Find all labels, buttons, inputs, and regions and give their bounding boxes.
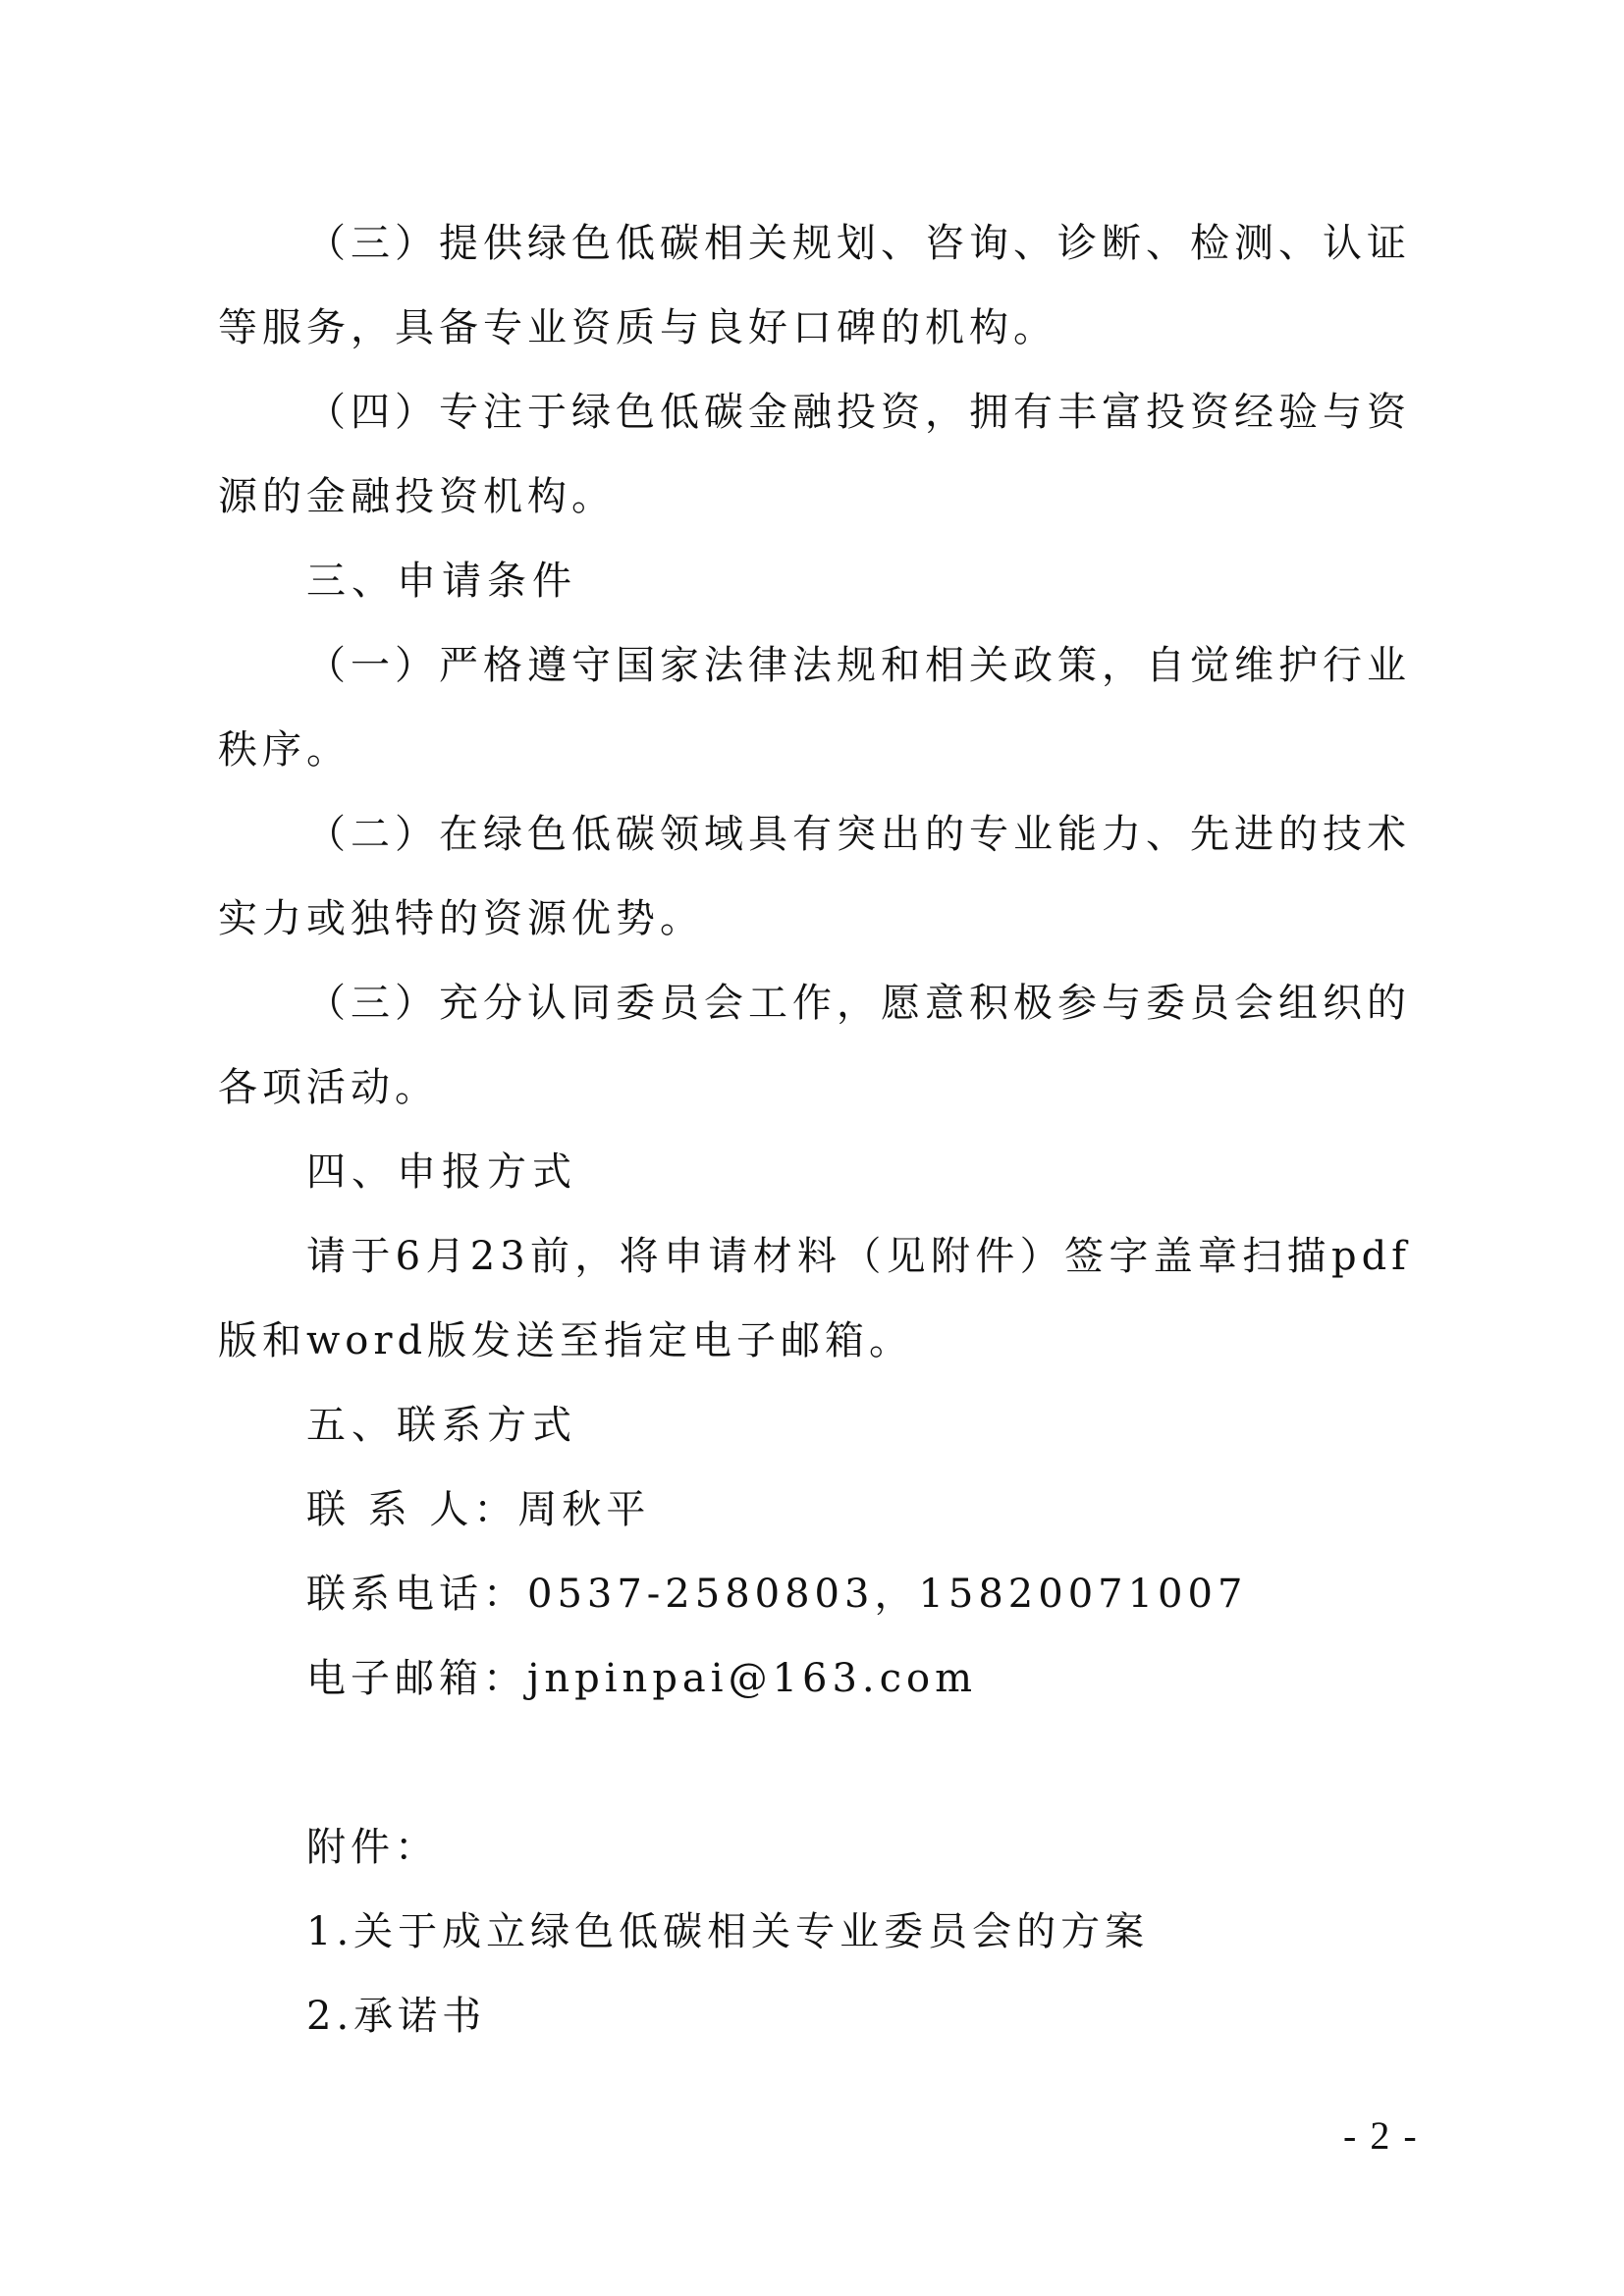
attachment-item-commitment: 2.承诺书 bbox=[306, 1994, 487, 2039]
attachment-item-plan: 1.关于成立绿色低碳相关专业委员会的方案 bbox=[306, 1909, 1150, 1954]
contact-email: 电子邮箱：jnpinpai@163.com bbox=[306, 1656, 978, 1701]
blank-line bbox=[218, 1721, 1411, 1805]
contact-phone: 联系电话：0537-2580803，15820071007 bbox=[306, 1572, 1248, 1617]
paragraph-finance-institutions: （四）专注于绿色低碳金融投资，拥有丰富投资经验与资源的金融投资机构。 bbox=[218, 390, 1411, 519]
paragraph-condition-two: （二）在绿色低碳领域具有突出的专业能力、先进的技术实力或独特的资源优势。 bbox=[218, 812, 1411, 941]
paragraph-condition-three: （三）充分认同委员会工作，愿意积极参与委员会组织的各项活动。 bbox=[218, 981, 1411, 1110]
section-heading-application-conditions: 三、申请条件 bbox=[306, 559, 577, 604]
section-heading-contact: 五、联系方式 bbox=[306, 1403, 577, 1448]
page-number: - 2 - bbox=[1343, 2113, 1419, 2158]
paragraph-service-institutions: （三）提供绿色低碳相关规划、咨询、诊断、检测、认证等服务，具备专业资质与良好口碑的机构。 bbox=[218, 221, 1411, 350]
paragraph-submission-instructions: 请于6月23前，将申请材料（见附件）签字盖章扫描pdf版和word版发送至指定电子邮箱。 bbox=[218, 1234, 1411, 1363]
section-heading-submission-method: 四、申报方式 bbox=[306, 1149, 577, 1195]
contact-person: 联 系 人：周秋平 bbox=[306, 1487, 651, 1532]
paragraph-condition-one: （一）严格遵守国家法律法规和相关政策，自觉维护行业秩序。 bbox=[218, 643, 1411, 773]
attachments-label: 附件： bbox=[306, 1825, 439, 1870]
document-body bbox=[218, 201, 1411, 2058]
